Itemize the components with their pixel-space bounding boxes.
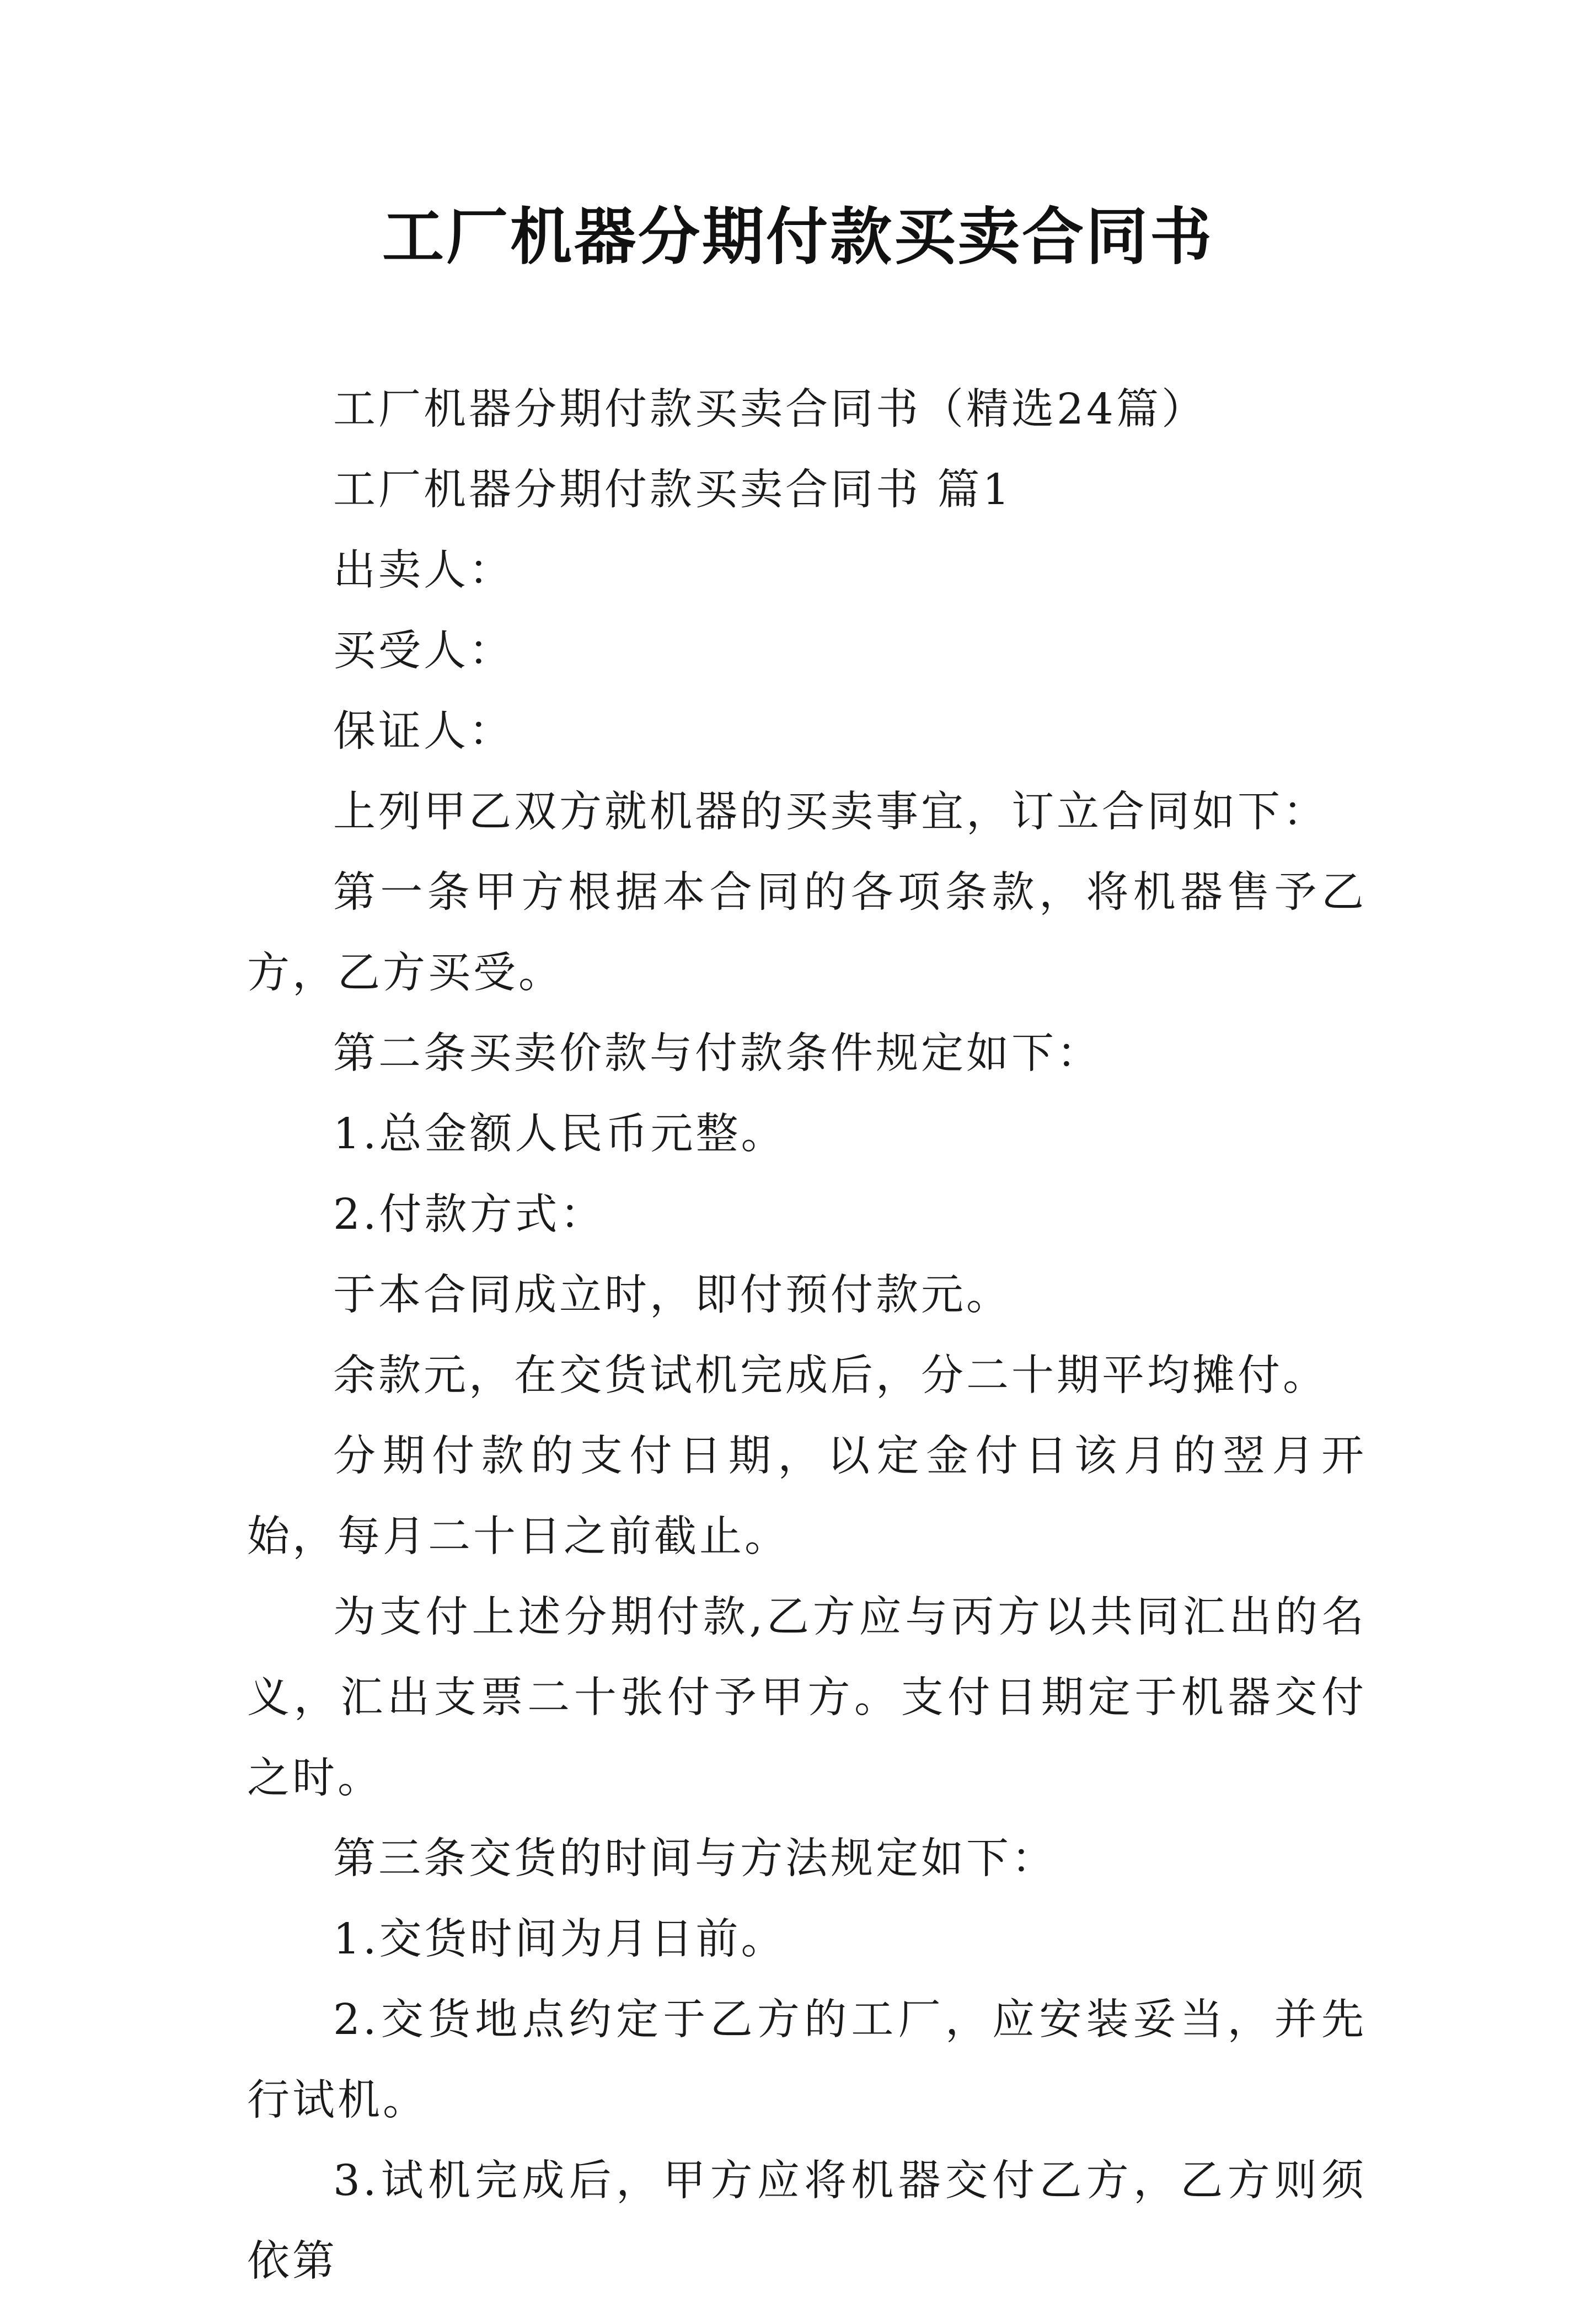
paragraph-article-1: 第一条甲方根据本合同的各项条款，将机器售予乙方，乙方买受。 — [247, 868, 1367, 998]
paragraph-prepayment: 于本合同成立时，即付预付款元。 — [333, 1271, 1011, 1320]
document-title: 工厂机器分期付款买卖合同书 — [382, 201, 1214, 273]
paragraph-buyer: 买受人： — [333, 627, 514, 676]
paragraph-article-3-item-1: 1.交货时间为月日前。 — [333, 1915, 786, 1964]
paragraph-article-3-item-3: 3.试机完成后，甲方应将机器交付乙方，乙方则须依第 — [247, 2156, 1367, 2286]
paragraph-payment-dates: 分期付款的支付日期，以定金付日该月的翌月开始，每月二十日之前截止。 — [247, 1432, 1367, 1561]
paragraph-guarantor: 保证人： — [333, 707, 514, 756]
paragraph-seller: 出卖人： — [333, 546, 514, 595]
paragraph-preamble: 上列甲乙双方就机器的买卖事宜，订立合同如下： — [333, 788, 1328, 837]
paragraph-article-2: 第二条买卖价款与付款条件规定如下： — [333, 1029, 1102, 1078]
document-body — [247, 370, 1367, 2302]
paragraph-article-2-item-2: 2.付款方式： — [333, 1190, 606, 1239]
paragraph-cheques: 为支付上述分期付款,乙方应与丙方以共同汇出的名义，汇出支票二十张付予甲方。支付日期定于机器交付之时。 — [247, 1593, 1367, 1803]
paragraph-article-2-item-1: 1.总金额人民币元整。 — [333, 1110, 786, 1159]
paragraph-subtitle: 工厂机器分期付款买卖合同书（精选24篇） — [333, 385, 1207, 434]
paragraph-article-3-item-2: 2.交货地点约定于乙方的工厂，应安装妥当，并先行试机。 — [247, 1995, 1367, 2125]
paragraph-section-heading: 工厂机器分期付款买卖合同书 篇1 — [333, 465, 1013, 515]
paragraph-balance: 余款元，在交货试机完成后，分二十期平均摊付。 — [333, 1351, 1328, 1400]
paragraph-article-3: 第三条交货的时间与方法规定如下： — [333, 1834, 1057, 1883]
